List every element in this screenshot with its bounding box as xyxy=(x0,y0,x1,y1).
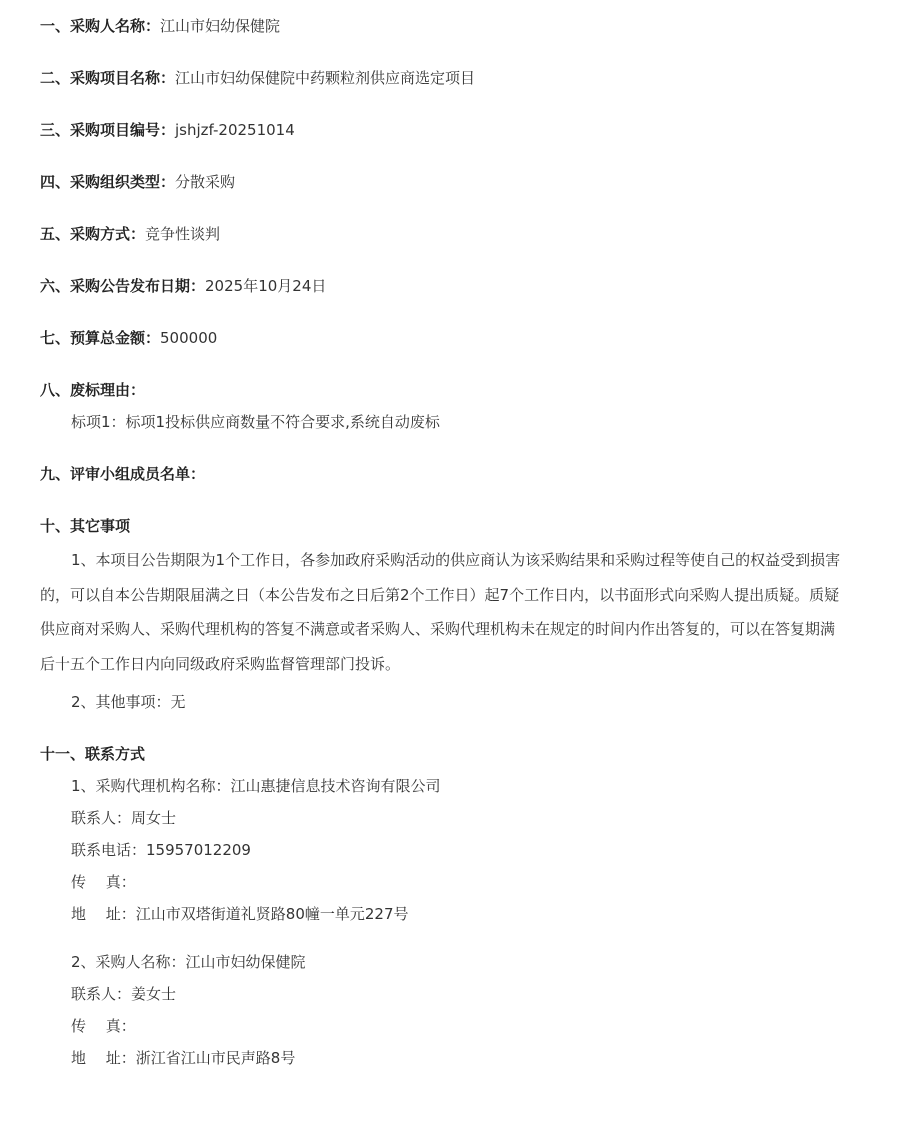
cancellation-reason-label: 八、废标理由： xyxy=(40,381,146,399)
purchaser-address: 地 址：浙江省江山市民声路8号 xyxy=(71,1049,296,1067)
project-number-value: jshjzf-20251014 xyxy=(175,121,295,139)
procurement-method-row xyxy=(40,224,220,244)
project-name-value: 江山市妇幼保健院中药颗粒剂供应商选定项目 xyxy=(175,69,476,87)
cancellation-reason-item: 标项1：标项1投标供应商数量不符合要求,系统自动废标 xyxy=(71,413,440,431)
contact-heading xyxy=(40,744,145,764)
review-panel-heading xyxy=(40,464,205,484)
agency-fax: 传 真： xyxy=(71,873,136,891)
purchaser-contact-person: 联系人：姜女士 xyxy=(71,985,177,1003)
agency-phone: 联系电话：15957012209 xyxy=(71,841,251,859)
budget-value: 500000 xyxy=(160,329,218,347)
publish-date-row xyxy=(40,276,326,296)
organization-type-value: 分散采购 xyxy=(175,173,236,191)
cancellation-reason-heading xyxy=(40,380,145,400)
publish-date-label: 六、采购公告发布日期： xyxy=(40,277,206,295)
procurement-method-value: 竞争性谈判 xyxy=(145,225,221,243)
agency-name: 1、采购代理机构名称：江山惠捷信息技术咨询有限公司 xyxy=(71,777,441,795)
budget-row xyxy=(40,328,217,348)
purchaser-fax: 传 真： xyxy=(71,1017,136,1035)
purchaser-name-row xyxy=(40,16,280,36)
organization-type-row xyxy=(40,172,235,192)
procurement-method-label: 五、采购方式： xyxy=(40,225,146,243)
publish-date-value: 2025年10月24日 xyxy=(205,277,327,295)
agency-address: 地 址：江山市双塔街道礼贤路80幢一单元227号 xyxy=(71,905,409,923)
project-number-label: 三、采购项目编号： xyxy=(40,121,176,139)
organization-type-label: 四、采购组织类型： xyxy=(40,173,176,191)
agency-contact-person: 联系人：周女士 xyxy=(71,809,177,827)
purchaser-name-value: 江山市妇幼保健院 xyxy=(160,17,281,35)
other-matters-item: 2、其他事项：无 xyxy=(71,693,186,711)
purchaser-contact-name: 2、采购人名称：江山市妇幼保健院 xyxy=(71,953,306,971)
project-name-row xyxy=(40,68,475,88)
purchaser-name-label: 一、采购人名称： xyxy=(40,17,161,35)
review-panel-label: 九、评审小组成员名单： xyxy=(40,465,206,483)
budget-label: 七、预算总金额： xyxy=(40,329,161,347)
contact-label: 十一、联系方式 xyxy=(40,745,146,763)
other-matters-label: 十、其它事项 xyxy=(40,517,131,535)
project-number-row xyxy=(40,120,295,140)
complaint-notice-paragraph: 1、本项目公告期限为1个工作日，各参加政府采购活动的供应商认为该采购结果和采购过程等使自己的权益受到损害的，可以自本公告期限届满之日（本公告发布之日后第2个工作日）起7个工作日内，以书面形式向采购人提出质疑。质疑供应商对采购人、采购代理机构的答复不满意或者采购人、采购代理机构未在规定的时间内作出答复的，可以在答复期满后十五个工作日内向同级政府采购监督管理部门投诉。 xyxy=(40,551,841,674)
other-matters-heading xyxy=(40,516,130,536)
project-name-label: 二、采购项目名称： xyxy=(40,69,176,87)
